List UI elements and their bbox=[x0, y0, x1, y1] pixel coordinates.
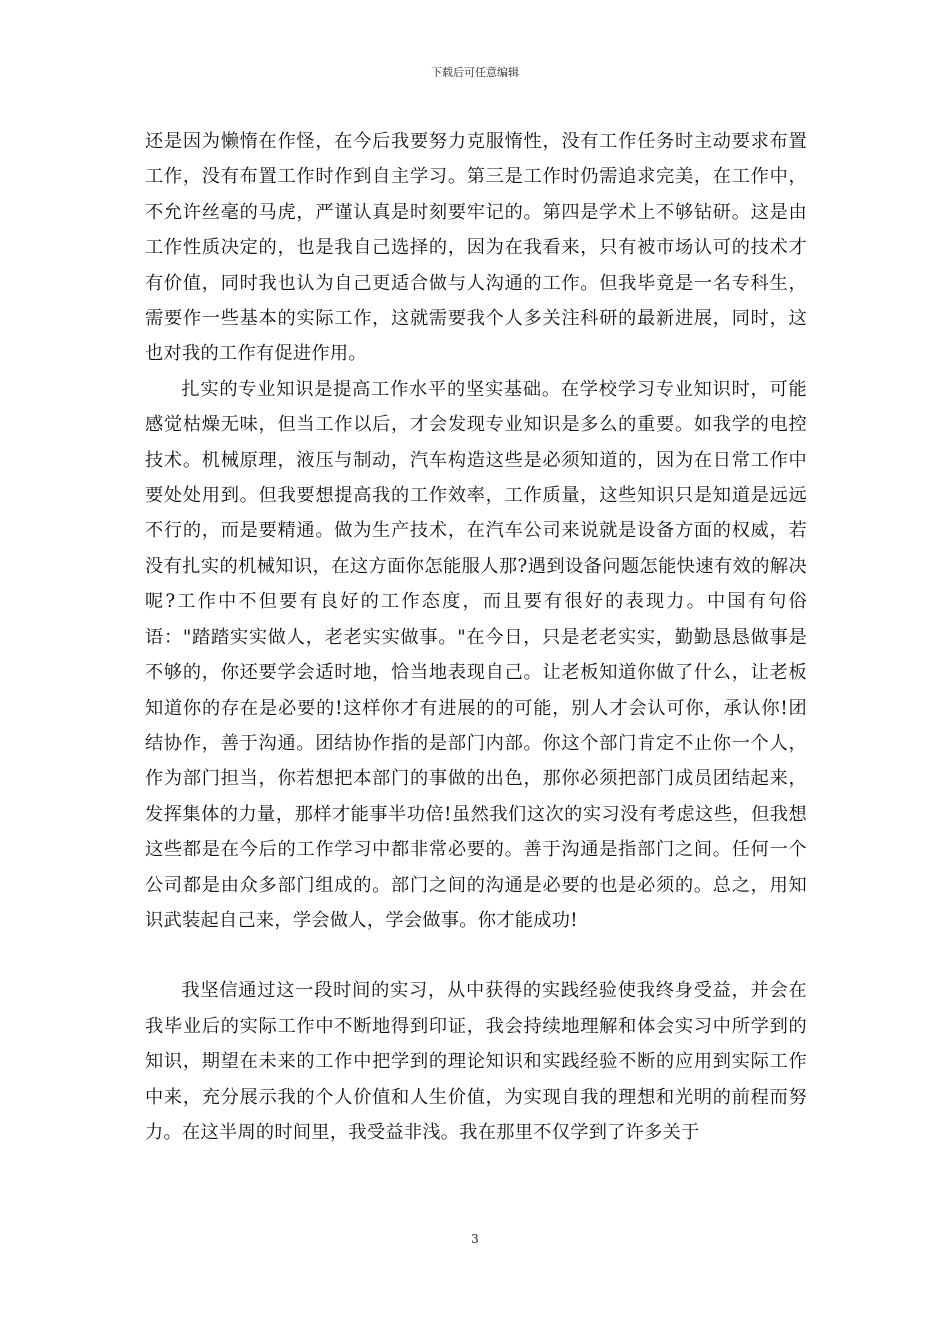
paragraph-spacer bbox=[145, 938, 807, 973]
paragraph-continuation: 还是因为懒惰在作怪，在今后我要努力克服惰性，没有工作任务时主动要求布置工作，没有布置工作时作到自主学习。第三是工作时仍需追求完美，在工作中，不允许丝毫的马虎，严谨认真是时刻要牢记的。第四是学术上不够钻研。这是由工作性质决定的，也是我自己选择的，因为在我看来，只有被市场认可的技术才有价值，同时我也认为自己更适合做与人沟通的工作。但我毕竟是一名专科生，需要作一些基本的实际工作，这就需要我个人多关注科研的最新进展，同时，这也对我的工作有促进作用。 bbox=[145, 131, 807, 365]
page-header: 下载后可任意编辑 bbox=[431, 66, 519, 79]
paragraph-professional-knowledge: 扎实的专业知识是提高工作水平的坚实基础。在学校学习专业知识时，可能感觉枯燥无味，但当工作以后，才会发现专业知识是多么的重要。如我学的电控技术。机械原理，液压与制动，汽车构造这些是必须知道的，因为在日常工作中要处处用到。但我要想提高我的工作效率，工作质量，这些知识只是知道是远远不行的，而是要精通。做为生产技术，在汽车公司来说就是设备方面的权威，若没有扎实的机械知识，在这方面你怎能服人那?遇到设备问题怎能快速有效的解决呢?工作中不但要有良好的工作态度，而且要有很好的表现力。中国有句俗语："踏踏实实做人，老老实实做事。"在今日，只是老老实实，勤勤恳恳做事是不够的，你还要学会适时地，恰当地表现自己。让老板知道你做了什么，让老板知道你的存在是必要的!这样你才有进展的的可能，别人才会认可你，承认你!团结协作，善于沟通。团结协作指的是部门内部。你这个部门肯定不止你一个人，作为部门担当，你若想把本部门的事做的出色，那你必须把部门成员团结起来，发挥集体的力量，那样才能事半功倍!虽然我们这次的实习没有考虑这些，但我想这些都是在今后的工作学习中都非常必要的。善于沟通是指部门之间。任何一个公司都是由众多部门组成的。部门之间的沟通是必要的也是必须的。总之，用知识武装起自己来，学会做人，学会做事。你才能成功! bbox=[145, 378, 807, 931]
paragraph-conclusion: 我坚信通过这一段时间的实习，从中获得的实践经验使我终身受益，并会在我毕业后的实际工作中不断地得到印证，我会持续地理解和体会实习中所学到的知识，期望在未来的工作中把学到的理论知识和实践经验不断的应用到实际工作中来，充分展示我的个人价值和人生价值，为实现自我的理想和光明的前程而努力。在这半周的时间里，我受益非浅。我在那里不仅学到了许多关于 bbox=[145, 980, 807, 1143]
page-number: 3 bbox=[471, 1232, 479, 1246]
document-body bbox=[145, 124, 807, 1150]
